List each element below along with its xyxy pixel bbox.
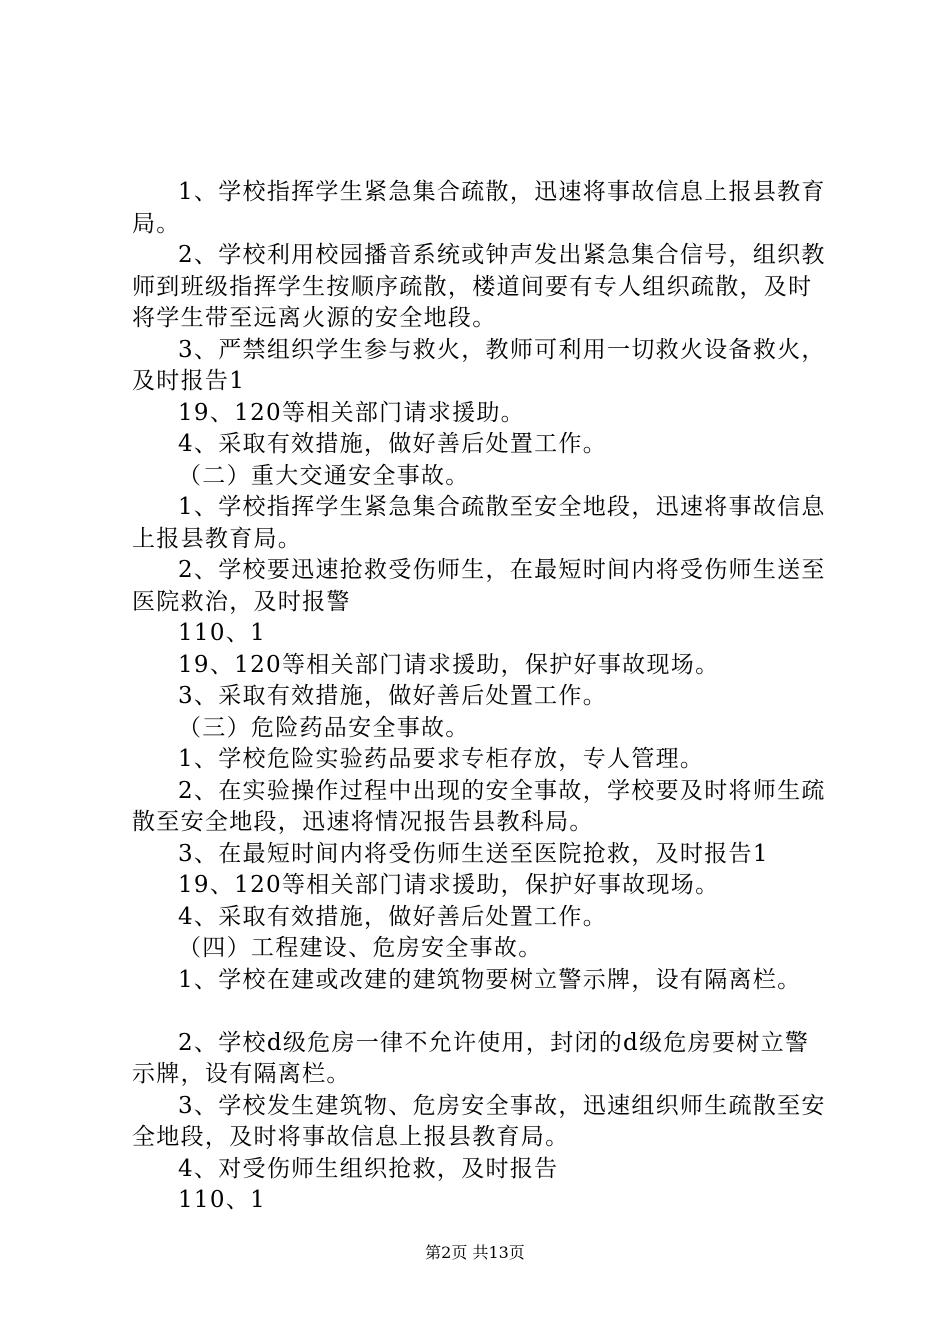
paragraph: 110、1 [178,620,267,646]
paragraph: 1、学校在建或改建的建筑物要树立警示牌，设有隔离栏。 [178,966,802,993]
paragraph: 3、在最短时间内将受伤师生送至医院抢救，及时报告1 [178,840,769,867]
paragraph: 1、学校危险实验药品要求专柜存放，专人管理。 [178,746,705,772]
paragraph: 4、对受伤师生组织抢救，及时报告 [178,1155,559,1182]
document-body [132,177,832,1217]
page-number-footer: 第2页 共13页 [425,1243,525,1262]
paragraph: 3、严禁组织学生参与救火，教师可利用一切救火设备救火，及时报告1 [132,336,826,394]
paragraph: 19、120等相关部门请求援助，保护好事故现场。 [178,872,720,898]
paragraph: 1、学校指挥学生紧急集合疏散，迅速将事故信息上报县教育局。 [132,179,826,237]
section-heading: （三）危险药品安全事故。 [178,714,470,741]
paragraph: 4、采取有效措施，做好善后处置工作。 [178,431,608,457]
paragraph: 3、采取有效措施，做好善后处置工作。 [178,683,608,709]
paragraph: 110、1 [178,1187,267,1213]
paragraph: 2、学校要迅速抢救受伤师生，在最短时间内将受伤师生送至医院救治，及时报警 [132,557,826,615]
paragraph: 19、120等相关部门请求援助，保护好事故现场。 [178,651,720,678]
paragraph: 2、在实验操作过程中出现的安全事故，学校要及时将师生疏散至安全地段，迅速将情况报告县教科局。 [132,777,826,835]
paragraph: 1、学校指挥学生紧急集合疏散至安全地段，迅速将事故信息上报县教育局。 [132,494,826,552]
paragraph: 3、学校发生建筑物、危房安全事故，迅速组织师生疏散至安全地段，及时将事故信息上报县教育局。 [132,1092,826,1150]
paragraph: 19、120等相关部门请求援助。 [178,399,525,426]
paragraph: 2、学校利用校园播音系统或钟声发出紧急集合信号，组织教师到班级指挥学生按顺序疏散，楼道间要有专人组织疏散，及时将学生带至远离火源的安全地段。 [132,242,826,331]
section-heading: （二）重大交通安全事故。 [178,462,470,489]
paragraph: 2、学校d级危房一律不允许使用，封闭的d级危房要树立警示牌，设有隔离栏。 [132,1029,810,1087]
section-heading: （四）工程建设、危房安全事故。 [178,935,543,961]
paragraph: 4、采取有效措施，做好善后处置工作。 [178,903,608,930]
